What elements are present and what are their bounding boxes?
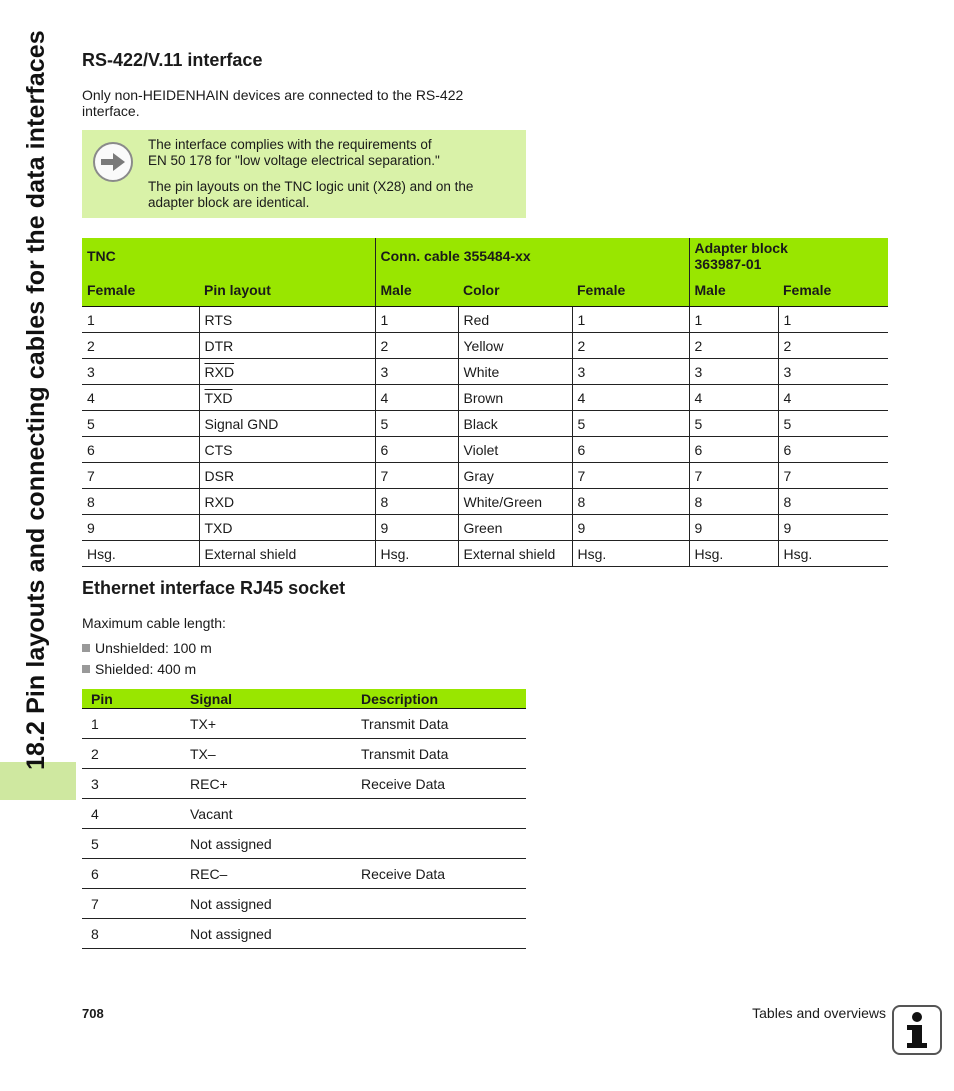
- table-cell: [572, 463, 689, 489]
- bullet-square-icon: [82, 665, 90, 673]
- cell-text: 4: [87, 389, 95, 406]
- table-cell: REC+: [181, 769, 352, 799]
- table-row: [82, 411, 888, 437]
- table-cell: [689, 359, 778, 385]
- table-cell: [82, 541, 199, 567]
- cell-text: Red: [463, 311, 490, 328]
- table-cell: [375, 333, 458, 359]
- table-cell: [352, 799, 526, 829]
- group-header-tnc: TNC: [82, 238, 375, 274]
- table-cell: Receive Data: [352, 859, 526, 889]
- cell-text: $\overline{RXD}$: [204, 363, 235, 380]
- table-cell: [375, 515, 458, 541]
- table-cell: [689, 463, 778, 489]
- cell-text: 1: [577, 311, 586, 328]
- table-cell: [375, 307, 458, 333]
- cell-text: 1: [783, 311, 792, 328]
- table-row: [82, 437, 888, 463]
- table-row: [82, 829, 526, 859]
- cell-text: 9: [87, 519, 95, 536]
- cell-text: 6: [694, 441, 703, 458]
- table-cell: [778, 489, 888, 515]
- cell-text: $\overline{TXD}$: [204, 389, 233, 406]
- table-cell: [778, 411, 888, 437]
- list-item: [82, 661, 212, 682]
- cell-text: Hsg.: [380, 545, 410, 562]
- table-cell: [572, 385, 689, 411]
- table-row: [82, 919, 526, 949]
- table-cell: [375, 541, 458, 567]
- table-cell: [458, 515, 572, 541]
- note-paragraph-2: [148, 179, 508, 211]
- column-header: Female: [572, 274, 689, 307]
- table-cell: [375, 411, 458, 437]
- cell-text: 1: [380, 311, 389, 328]
- cell-text: Green: [463, 519, 503, 536]
- table-column-header-row: [82, 689, 526, 709]
- table-cell: Not assigned: [181, 889, 352, 919]
- table-row: [82, 359, 888, 385]
- cell-text: RTS: [204, 311, 233, 328]
- table-cell: [572, 359, 689, 385]
- table-cell: [572, 411, 689, 437]
- table-row: [82, 307, 888, 333]
- table-cell: 2: [82, 739, 181, 769]
- cell-text: 6: [783, 441, 792, 458]
- table-cell: [199, 333, 375, 359]
- cell-text: Gray: [463, 467, 494, 484]
- table-cell: [82, 307, 199, 333]
- table-cell: [572, 333, 689, 359]
- table-cell: [778, 385, 888, 411]
- cell-text: 9: [380, 519, 389, 536]
- table-cell: [689, 489, 778, 515]
- rs422-heading: RS-422/V.11 interface: [82, 50, 263, 70]
- table-cell: [375, 489, 458, 515]
- table-cell: [458, 411, 572, 437]
- table-cell: Not assigned: [181, 919, 352, 949]
- table-cell: [778, 333, 888, 359]
- cell-text: 5: [783, 415, 792, 432]
- rj45-pin-table: [82, 689, 526, 949]
- arrow-right-icon: [93, 142, 133, 182]
- cell-text: 3: [783, 363, 792, 380]
- table-cell: [82, 333, 199, 359]
- table-cell: [689, 385, 778, 411]
- table-cell: [199, 463, 375, 489]
- table-cell: [199, 307, 375, 333]
- ethernet-intro: Maximum cable length:: [82, 615, 226, 631]
- column-header: Description: [352, 689, 526, 709]
- table-cell: [458, 463, 572, 489]
- table-cell: Receive Data: [352, 769, 526, 799]
- table-cell: [458, 437, 572, 463]
- table-cell: 3: [82, 769, 181, 799]
- table-cell: [458, 489, 572, 515]
- table-cell: [352, 829, 526, 859]
- cell-text: CTS: [204, 441, 233, 458]
- column-header: Pin: [82, 689, 181, 709]
- cell-text: 8: [694, 493, 703, 510]
- note-line: adapter block are identical.: [148, 195, 310, 210]
- ethernet-heading: Ethernet interface RJ45 socket: [82, 578, 346, 598]
- table-row: [82, 463, 888, 489]
- cell-text: 8: [783, 493, 792, 510]
- table-row: [82, 489, 888, 515]
- column-header: Signal: [181, 689, 352, 709]
- table-cell: [82, 411, 199, 437]
- cell-text: 5: [380, 415, 389, 432]
- cell-text: 3: [694, 363, 703, 380]
- cell-text: 4: [694, 389, 703, 406]
- cell-text: 1: [694, 311, 703, 328]
- cell-text: 4: [783, 389, 792, 406]
- group-header-adapter: [689, 238, 888, 274]
- table-cell: [689, 411, 778, 437]
- table-cell: 8: [82, 919, 181, 949]
- cell-text: 2: [577, 337, 586, 354]
- table-cell: [458, 333, 572, 359]
- cell-text: 1: [87, 311, 95, 328]
- cable-length-list: [82, 640, 212, 682]
- table-cell: [572, 489, 689, 515]
- table-row: [82, 769, 526, 799]
- table-cell: 5: [82, 829, 181, 859]
- cell-text: 5: [87, 415, 95, 432]
- cell-text: White: [463, 363, 500, 380]
- table-cell: [375, 463, 458, 489]
- column-header: Male: [689, 274, 778, 307]
- cell-text: Yellow: [463, 337, 504, 354]
- table-row: [82, 889, 526, 919]
- table-row: [82, 739, 526, 769]
- table-cell: [778, 359, 888, 385]
- note-line: The pin layouts on the TNC logic unit (X28) and on the: [148, 179, 474, 194]
- cell-text: 7: [694, 467, 703, 484]
- cell-text: Hsg.: [577, 545, 607, 562]
- note-paragraph-1: [148, 137, 508, 169]
- cell-text: 9: [577, 519, 586, 536]
- column-header: Female: [82, 274, 199, 307]
- cell-text: 6: [577, 441, 586, 458]
- cell-text: 8: [380, 493, 389, 510]
- table-cell: [689, 541, 778, 567]
- cell-text: 7: [577, 467, 586, 484]
- table-cell: [199, 515, 375, 541]
- column-header: Color: [458, 274, 572, 307]
- cell-text: RXD: [204, 493, 235, 510]
- table-cell: [572, 541, 689, 567]
- table-cell: 4: [82, 799, 181, 829]
- table-row: [82, 859, 526, 889]
- cell-text: 4: [380, 389, 389, 406]
- table-cell: Not assigned: [181, 829, 352, 859]
- adapter-line: 363987-01: [694, 256, 762, 272]
- cell-text: 8: [87, 493, 95, 510]
- table-cell: [82, 515, 199, 541]
- table-cell: Transmit Data: [352, 739, 526, 769]
- table-cell: TX+: [181, 709, 352, 739]
- page-number: 708: [82, 1006, 104, 1021]
- cell-text: DSR: [204, 467, 235, 484]
- table-cell: TX–: [181, 739, 352, 769]
- table-cell: [82, 463, 199, 489]
- table-cell: [82, 437, 199, 463]
- note-line: EN 50 178 for "low voltage electrical separation.": [148, 153, 440, 168]
- chapter-side-title: 18.2 Pin layouts and connecting cables for the data interfaces: [22, 30, 50, 770]
- cell-text: 3: [87, 363, 95, 380]
- column-header: Male: [375, 274, 458, 307]
- table-cell: [689, 515, 778, 541]
- list-item: [82, 640, 212, 661]
- cell-text: 2: [87, 337, 95, 354]
- section-label: Tables and overviews: [752, 1005, 886, 1021]
- bullet-square-icon: [82, 644, 90, 652]
- table-cell: [375, 385, 458, 411]
- table-cell: 1: [82, 709, 181, 739]
- table-cell: REC–: [181, 859, 352, 889]
- table-group-header-row: [82, 238, 888, 274]
- table-cell: [375, 437, 458, 463]
- table-row: [82, 709, 526, 739]
- table-cell: [199, 411, 375, 437]
- table-cell: [199, 385, 375, 411]
- note-line: The interface complies with the requirements of: [148, 137, 432, 152]
- table-column-header-row: [82, 274, 888, 307]
- table-cell: [458, 541, 572, 567]
- table-cell: [778, 515, 888, 541]
- list-item-text: Shielded: 400 m: [95, 661, 197, 677]
- cell-text: 2: [380, 337, 389, 354]
- info-icon: [892, 1005, 942, 1055]
- cell-text: 5: [577, 415, 586, 432]
- column-header: Female: [778, 274, 888, 307]
- table-cell: [689, 437, 778, 463]
- table-cell: [352, 919, 526, 949]
- table-row: [82, 515, 888, 541]
- note-box: [82, 130, 526, 218]
- cell-text: 9: [783, 519, 792, 536]
- table-cell: [778, 307, 888, 333]
- cell-text: 7: [380, 467, 389, 484]
- cell-text: Violet: [463, 441, 499, 458]
- cell-text: 3: [577, 363, 586, 380]
- cell-text: Hsg.: [87, 545, 116, 562]
- table-cell: 7: [82, 889, 181, 919]
- table-row: [82, 385, 888, 411]
- table-cell: [199, 437, 375, 463]
- table-cell: [778, 437, 888, 463]
- list-item-text: Unshielded: 100 m: [95, 640, 212, 656]
- table-cell: [82, 489, 199, 515]
- cell-text: Hsg.: [783, 545, 813, 562]
- cell-text: 2: [783, 337, 792, 354]
- table-cell: [458, 385, 572, 411]
- table-cell: [689, 333, 778, 359]
- table-cell: [689, 307, 778, 333]
- cell-text: 2: [694, 337, 703, 354]
- table-cell: Transmit Data: [352, 709, 526, 739]
- adapter-line: Adapter block: [694, 240, 788, 256]
- table-cell: [572, 437, 689, 463]
- cell-text: Signal GND: [204, 415, 279, 432]
- cell-text: 9: [694, 519, 703, 536]
- table-cell: [778, 541, 888, 567]
- table-cell: [199, 359, 375, 385]
- cell-text: DTR: [204, 337, 234, 354]
- table-cell: [778, 463, 888, 489]
- table-cell: [199, 541, 375, 567]
- cell-text: 5: [694, 415, 703, 432]
- cell-text: Black: [463, 415, 498, 432]
- cell-text: Hsg.: [694, 545, 724, 562]
- cell-text: 7: [87, 467, 95, 484]
- cell-text: White/Green: [463, 493, 543, 510]
- cell-text: 3: [380, 363, 389, 380]
- cell-text: Brown: [463, 389, 504, 406]
- table-cell: [82, 385, 199, 411]
- table-cell: Vacant: [181, 799, 352, 829]
- table-cell: [458, 307, 572, 333]
- column-header: Pin layout: [199, 274, 375, 307]
- table-cell: [572, 515, 689, 541]
- cell-text: 8: [577, 493, 586, 510]
- cell-text: 6: [87, 441, 95, 458]
- group-header-cable: Conn. cable 355484-xx: [375, 238, 689, 274]
- rs422-pin-table: [82, 238, 888, 567]
- cell-text: External shield: [204, 545, 297, 562]
- cell-text: 6: [380, 441, 389, 458]
- cell-text: TXD: [204, 519, 233, 536]
- table-cell: [458, 359, 572, 385]
- table-row: [82, 333, 888, 359]
- table-row: [82, 799, 526, 829]
- table-cell: 6: [82, 859, 181, 889]
- table-row: [82, 541, 888, 567]
- table-cell: [82, 359, 199, 385]
- table-cell: [352, 889, 526, 919]
- rs422-intro: Only non-HEIDENHAIN devices are connected to the RS-422 interface.: [82, 87, 464, 119]
- cell-text: External shield: [463, 545, 556, 562]
- cell-text: 7: [783, 467, 792, 484]
- table-cell: [572, 307, 689, 333]
- table-cell: [199, 489, 375, 515]
- table-cell: [375, 359, 458, 385]
- cell-text: 4: [577, 389, 586, 406]
